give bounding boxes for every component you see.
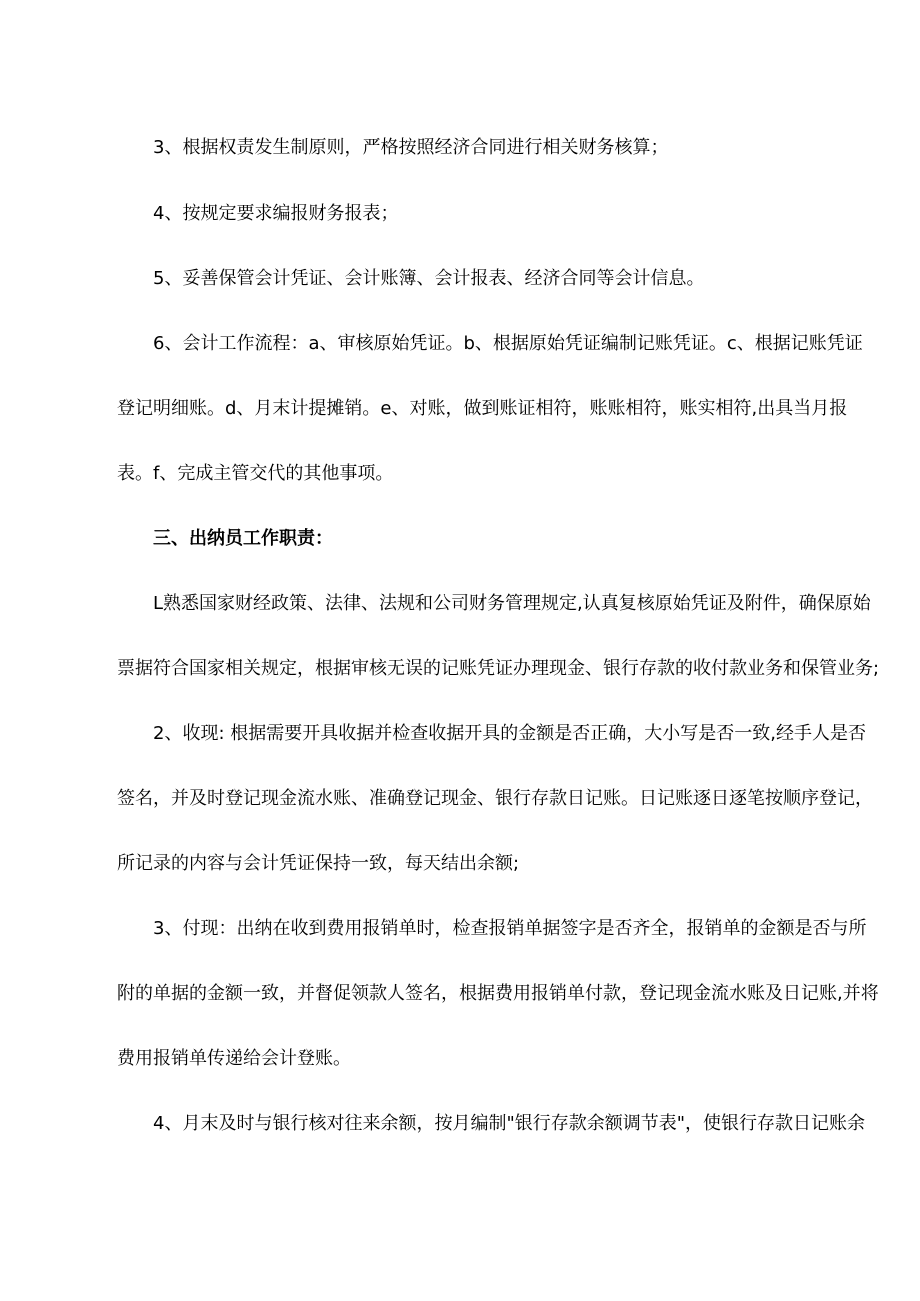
paragraph-item-4: 4、按规定要求编报财务报表； [153, 203, 399, 224]
cashier-item-3-line-2: 附的单据的金额一致，并督促领款人签名，根据费用报销单付款，登记现金流水账及日记账,并将 [117, 983, 879, 1004]
section-heading-cashier-duties: 三、出纳员工作职责： [153, 528, 333, 549]
paragraph-item-5: 5、妥善保管会计凭证、会计账簿、会计报表、经济合同等会计信息。 [153, 268, 705, 289]
paragraph-item-6-line-1: 6、会计工作流程：a、审核原始凭证。b、根据原始凭证编制记账凭证。c、根据记账凭证 [153, 333, 863, 354]
cashier-item-3-line-3: 费用报销单传递给会计登账。 [117, 1048, 351, 1069]
cashier-item-2-line-3: 所记录的内容与会计凭证保持一致，每天结出余额; [117, 853, 520, 874]
cashier-item-2-line-1: 2、收现: 根据需要开具收据并检查收据开具的金额是否正确，大小写是否一致,经手人是否 [153, 723, 866, 744]
paragraph-item-6-line-2: 登记明细账。d、月末计提摊销。e、对账，做到账证相符，账账相符，账实相符,出具当月报 [117, 398, 848, 419]
cashier-item-4-line-1: 4、月末及时与银行核对往来余额，按月编制"银行存款余额调节表"，使银行存款日记账余 [153, 1113, 866, 1134]
cashier-item-1-line-2: 票据符合国家相关规定，根据审核无误的记账凭证办理现金、银行存款的收付款业务和保管业务; [117, 658, 880, 679]
paragraph-item-6-line-3: 表。f、完成主管交代的其他事项。 [117, 463, 394, 484]
cashier-item-1-line-1: L熟悉国家财经政策、法律、法规和公司财务管理规定,认真复核原始凭证及附件，确保原始 [153, 593, 871, 614]
cashier-item-3-line-1: 3、付现：出纳在收到费用报销单时，检查报销单据签字是否齐全，报销单的金额是否与所 [153, 918, 867, 939]
cashier-item-2-line-2: 签名，并及时登记现金流水账、准确登记现金、银行存款日记账。日记账逐日逐笔按顺序登记， [117, 788, 873, 809]
paragraph-item-3: 3、根据权责发生制原则，严格按照经济合同进行相关财务核算； [153, 137, 669, 158]
